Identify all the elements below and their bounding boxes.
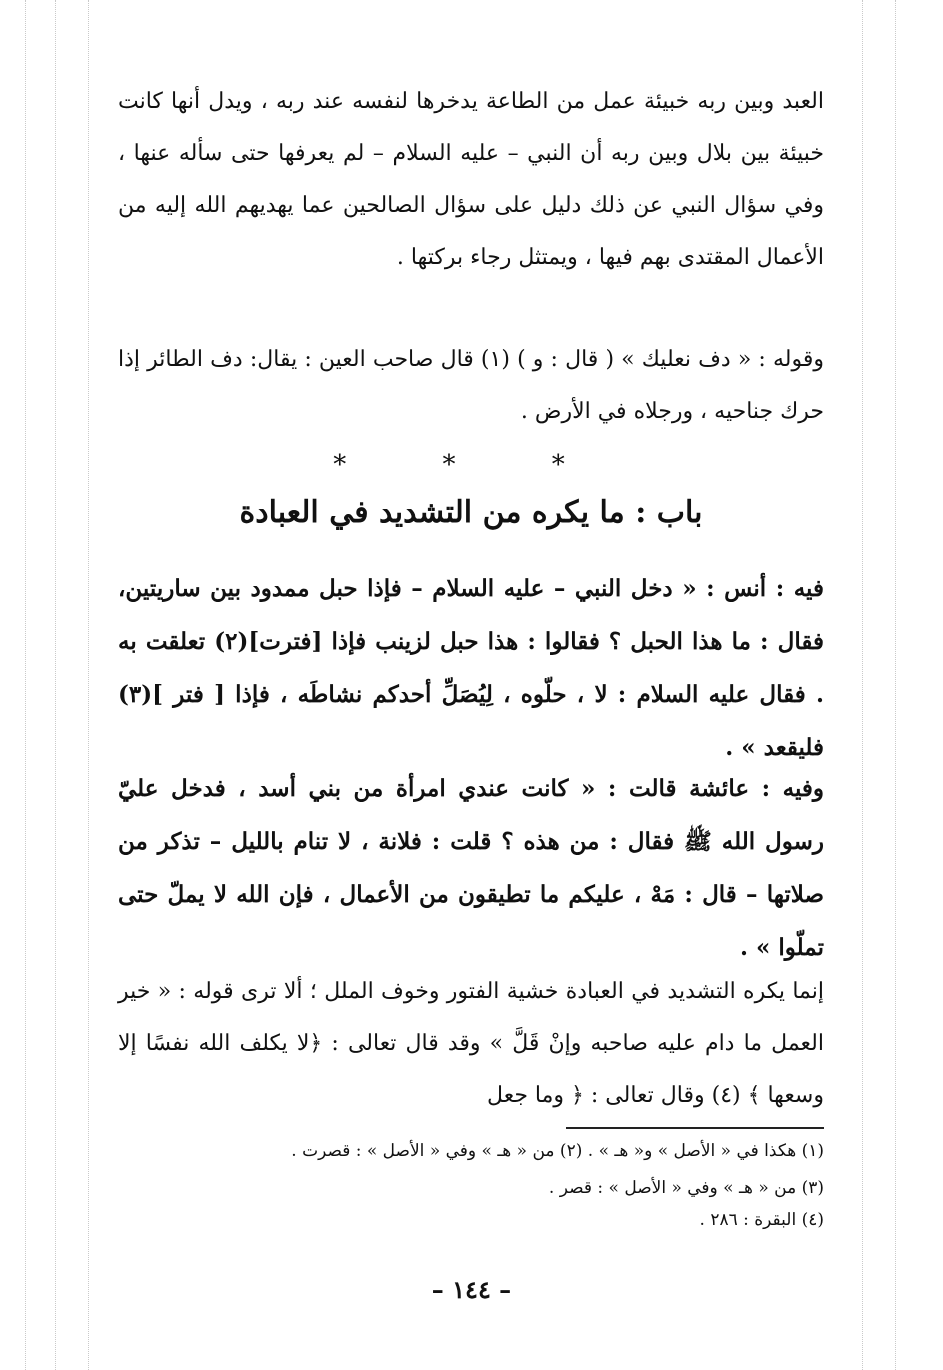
footnote-line: (١) هكذا في « الأصل » و« هـ » . (٢) من « هـ » وفي « الأصل » : قصرت . (291, 1141, 824, 1161)
paragraph-1: العبد وبين ربه خبيئة عمل من الطاعة يدخرها لنفسه عند ربه ، ويدل أنها كانت خبيئة بين بلال وبين ربه أن النبي – عليه السلام – لم يعرفها حتى سأله عنها ، وفي سؤال النبي عن ذلك دليل على سؤال الصالحين عما يهديهم الله إليه من الأعمال المقتدى بهم فيها ، ويمتثل رجاء بركتها . (118, 89, 824, 270)
page-number: – ١٤٤ – (431, 1275, 512, 1304)
margin-guide (25, 0, 26, 1370)
footnote-divider (566, 1127, 824, 1129)
margin-guide (862, 0, 863, 1370)
hadith-anas: فيه : أنس : « دخل النبي – عليه السلام – فإذا حبل ممدود بين ساريتين، فقال : ما هذا الحبل ؟ فقالوا : هذا حبل لزينب فإذا [فترت](٢) تعلقت به . فقال عليه السلام : لا ، حلّوه ، لِيُصَلِّ أحدكم نشاطَه ، فإذا [ فتر ](٣) فليقعد » . (118, 575, 824, 761)
section-heading: باب : ما يكره من التشديد في العبادة (239, 495, 703, 530)
paragraph-2: وقوله : « دف نعليك » ( قال : و ) (١) قال صاحب العين : يقال: دف الطائر إذا حرك جناحيه ، ورجلاه في الأرض . (118, 347, 824, 424)
margin-guide (88, 0, 89, 1370)
footnote-line: (٤) البقرة : ٢٨٦ . (699, 1210, 824, 1230)
margin-guide (55, 0, 56, 1370)
commentary-paragraph: إنما يكره التشديد في العبادة خشية الفتور وخوف الملل ؛ ألا ترى قوله : « خير العمل ما دام عليه صاحبه وإنْ قَلَّ » وقد قال تعالى : ﴿لا يكلف الله نفسًا إلا وسعها ﴾ (٤) وقال تعالى : ﴿ وما جعل (118, 979, 824, 1108)
margin-guide (895, 0, 896, 1370)
footnote-line: (٣) من « هـ » وفي « الأصل » : قصر . (548, 1178, 824, 1198)
section-separator: * * * (333, 450, 609, 480)
hadith-aisha: وفيه : عائشة قالت : « كانت عندي امرأة من بني أسد ، فدخل عليّ رسول الله ﷺ فقال : من هذه ؟ قلت : فلانة ، لا تنام بالليل – تذكر من صلاتها – قال : مَهْ ، عليكم ما تطيقون من الأعمال ، فإن الله لا يملّ حتى تملّوا » . (118, 775, 824, 961)
